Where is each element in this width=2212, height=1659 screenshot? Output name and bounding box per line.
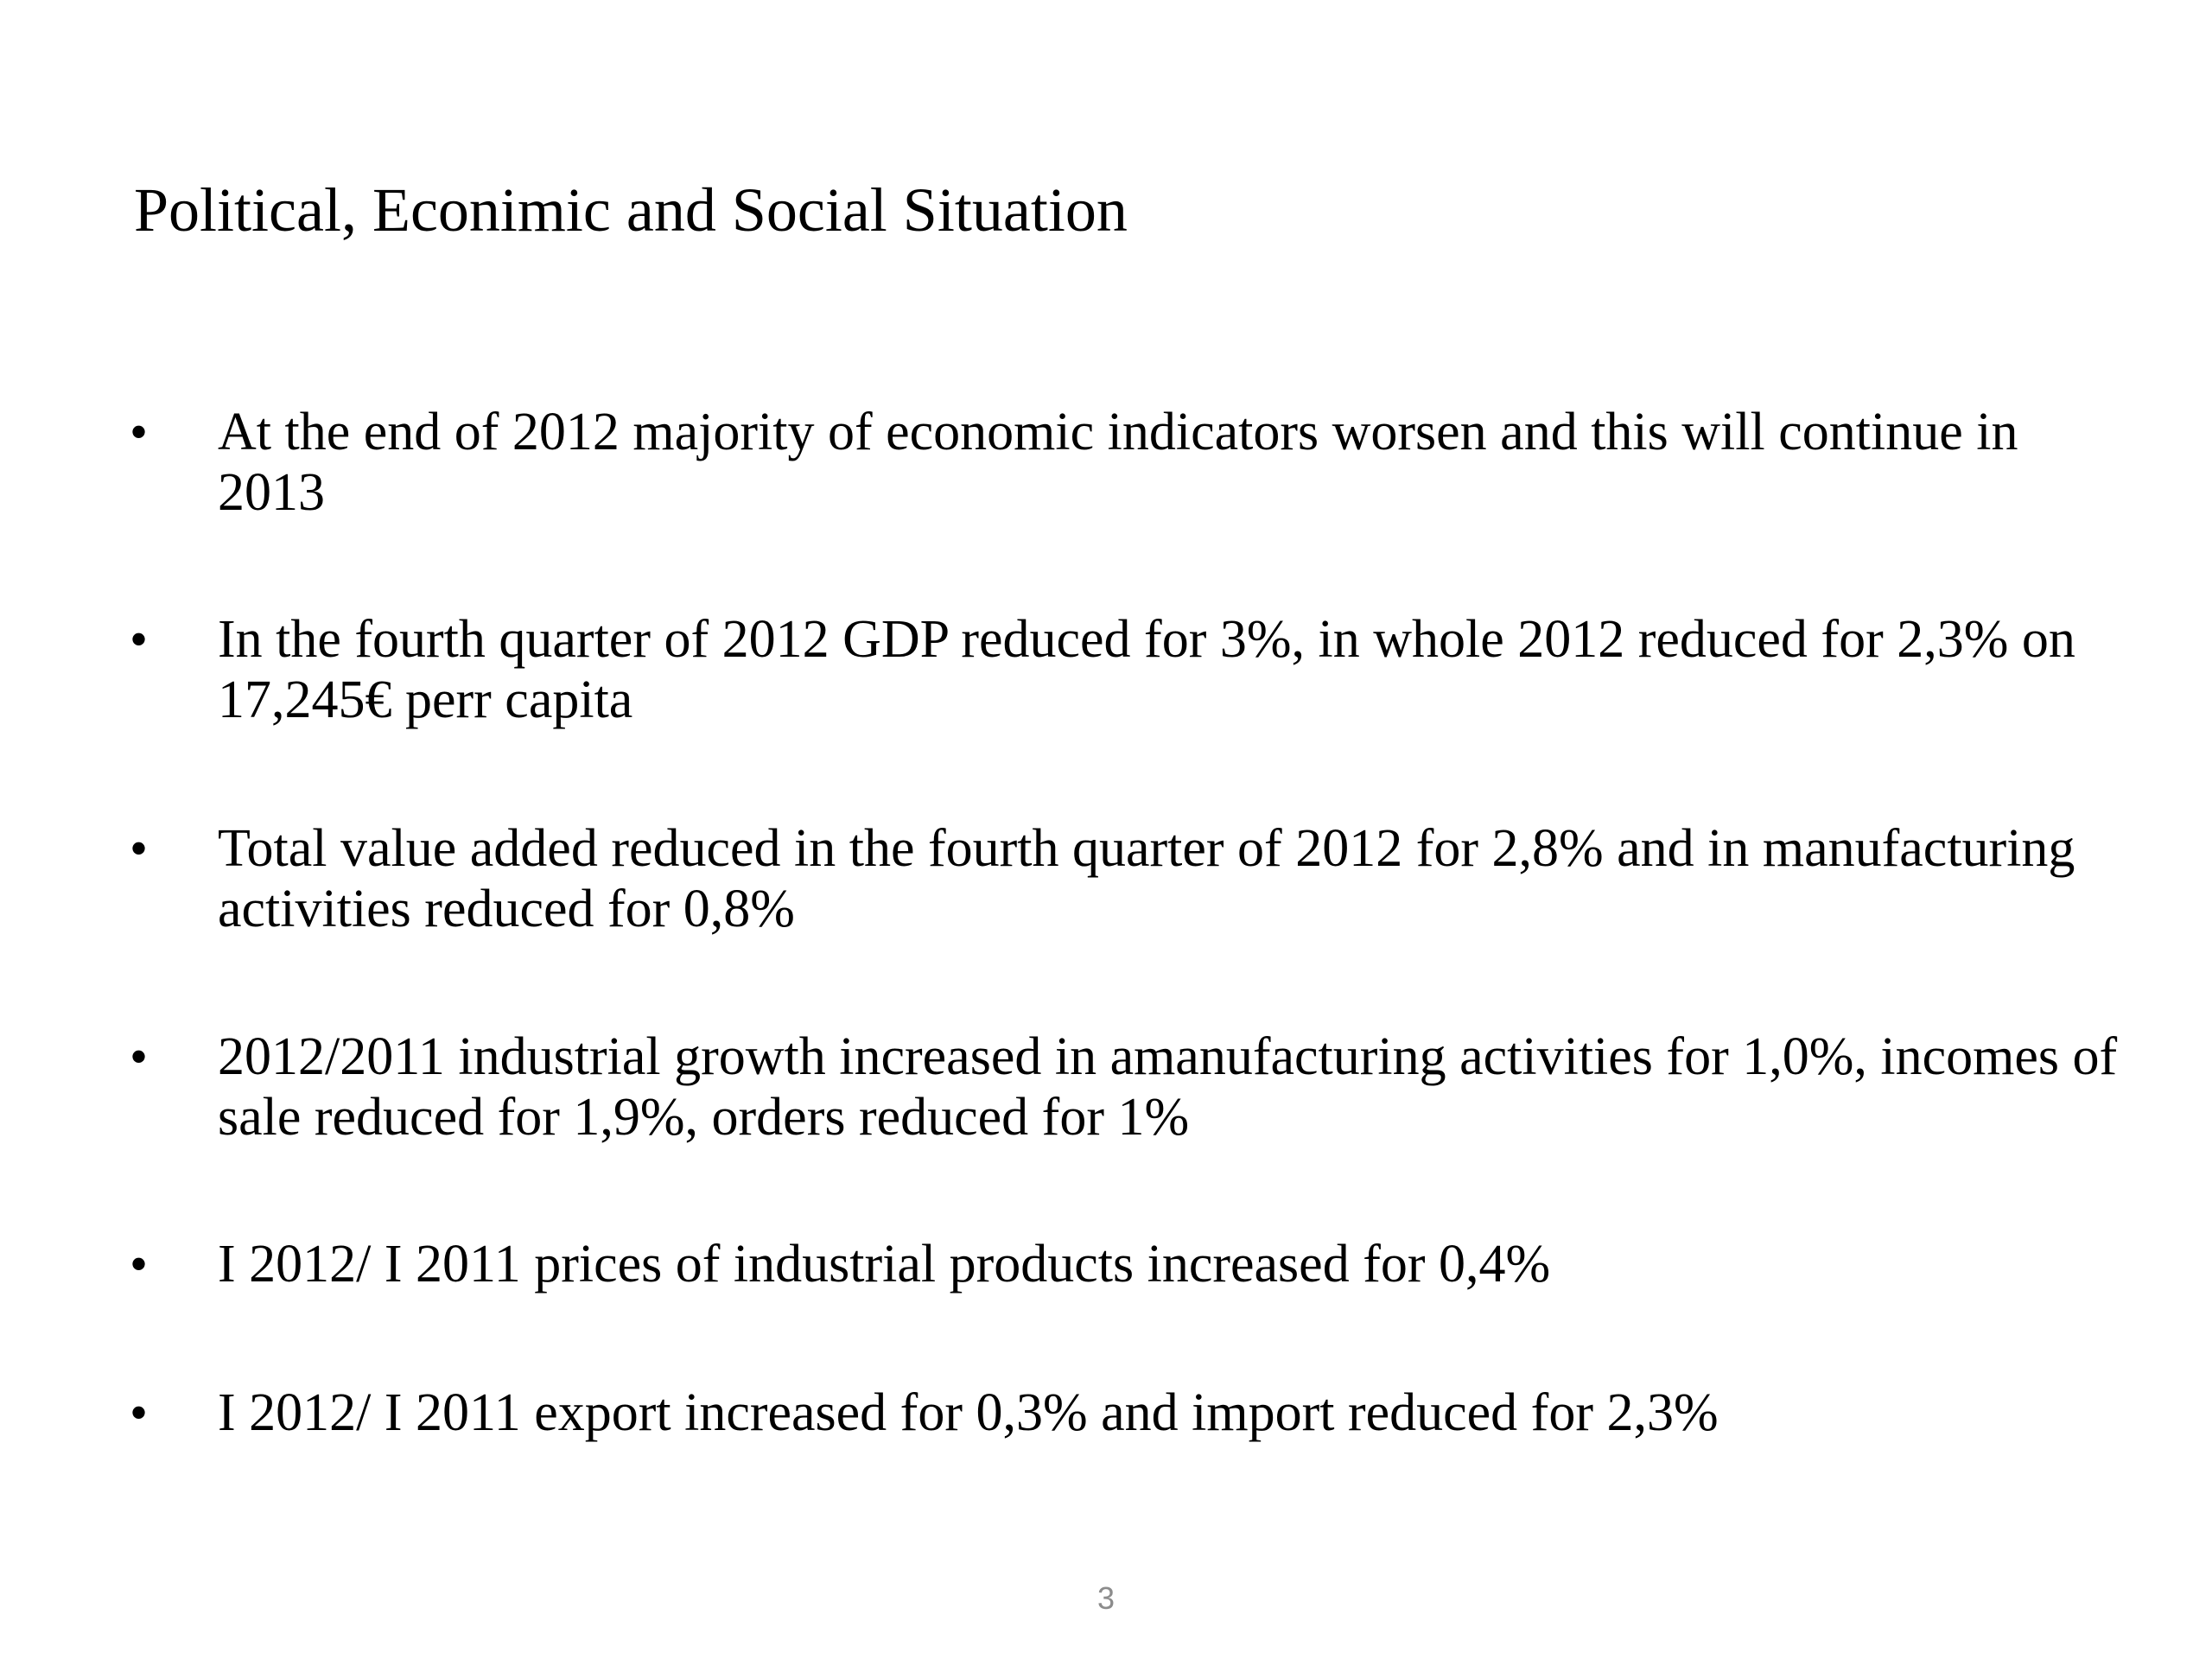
- bullet-text: At the end of 2012 majority of economic indicators worsen and this will continue in 2013: [218, 403, 2018, 522]
- bullet-text: Total value added reduced in the fourth quarter of 2012 for 2,8% and in manufacturing activities reduced for 0,8%: [218, 819, 2075, 938]
- page-number-label: 3: [1096, 1580, 1116, 1616]
- bullet-marker: •: [130, 820, 149, 877]
- bullet-text: I 2012/ I 2011 prices of industrial products increased for 0,4%: [218, 1235, 1551, 1294]
- bullet-marker: •: [130, 404, 149, 461]
- bullet-marker: •: [130, 1384, 149, 1441]
- bullet-marker: •: [130, 1236, 149, 1293]
- bullet-text: 2012/2011 industrial growth increased in amanufacturing activities for 1,0%, incomes of sale reduced for 1,9%, orders reduced for 1%: [218, 1027, 2118, 1147]
- bullet-text: In the fourth quarter of 2012 GDP reduced for 3%, in whole 2012 reduced for 2,3% on 17,245€ perr capita: [218, 610, 2075, 729]
- bullet-marker: •: [130, 1028, 149, 1085]
- slide-title: Political, Econimic and Social Situation: [134, 175, 1128, 245]
- bullet-text: I 2012/ I 2011 export increased for 0,3% and import reduced for 2,3%: [218, 1383, 1719, 1442]
- bullet-marker: •: [130, 611, 149, 668]
